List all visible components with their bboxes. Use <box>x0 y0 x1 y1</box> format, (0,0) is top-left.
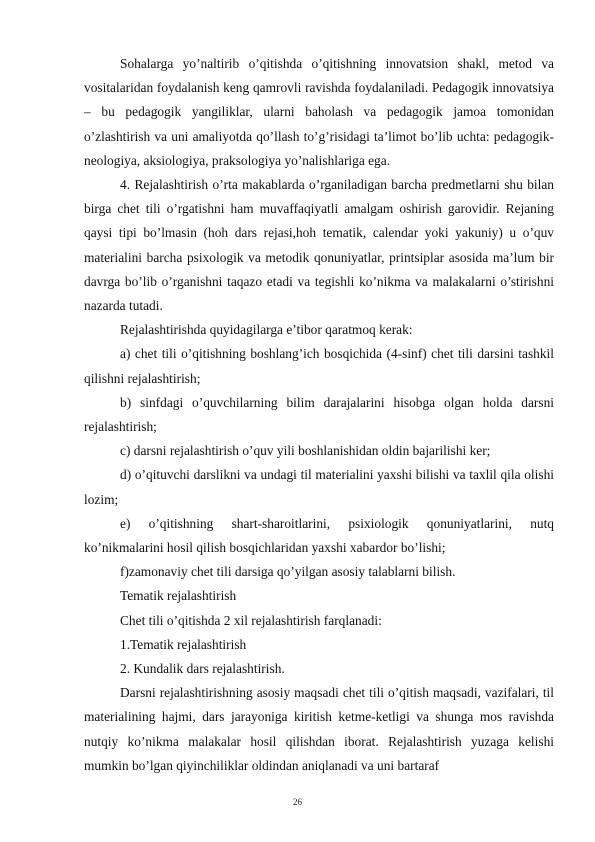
section-heading-thematic-planning: Tematik rejalashtirish <box>120 588 237 604</box>
numbered-item-2: 2. Kundalik dars rejalashtirish. <box>120 661 285 677</box>
list-item-a: a) chet tili o’qitishning boshlang’ich bosqichida (4-sinf) chet tili darsini tashkil qilishni rejalashtirish; <box>84 346 554 386</box>
paragraph-pedagogical-innovation: Sohalarga yo’naltirib o’qitishda o’qitishning innovatsion shakl, metod va vositalaridan foydalanish keng qamrovli ravishda foydalaniladi. Pedagogik innovatsiya – bu pedagogik yangiliklar, ularni baholash va pedagogik jamoa tomonidan o’zlashtirish va uni amaliyotda qo’llash to’g’risidagi ta’limot bo’lib uchta: pedagogik-neologiya, aksiologiya, praksologiya yo’nalishlariga ega. <box>84 56 554 168</box>
list-item-e: e) o’qitishning shart-sharoitlarini, psixiologik qonuniyatlarini, nutq ko’nikmalarini hosil qilish bosqichlaridan yaxshi xabardor bo’lishi; <box>84 515 554 556</box>
page-number: 26 <box>293 797 302 807</box>
list-item-c: c) darsni rejalashtirish o’quv yili boshlanishidan oldin bajarilishi ker; <box>120 443 491 459</box>
paragraph-two-types: Chet tili o’qitishda 2 xil rejalashtirish farqlanadi: <box>120 612 382 628</box>
document-body <box>84 52 554 778</box>
paragraph-planning-attention: Rejalashtirishda quyidagilarga e’tibor qaratmoq kerak: <box>120 322 413 338</box>
paragraph-planning-importance: 4. Rejalashtirish o’rta makablarda o’rganiladigan barcha predmetlarni shu bilan birga chet tili o’rgatishni ham muvaffaqiyatli amalgam oshirish garovidir. Rejaning qaysi tipi bo’lmasin (hoh dars rejasi,hoh tematik, calendar yoki yakuniy) u o’quv materialini barcha psixologik va metodik qonuniyatlar, printsiplar asosida ma’lum bir davrga bo’lib o’rganishni taqazo etadi va tegishli ko’nikma va malakalarni o’stirishni nazarda tutadi. <box>84 177 554 314</box>
numbered-item-1: 1.Tematik rejalashtirish <box>120 636 247 652</box>
list-item-f: f)zamonaviy chet tili darsiga qo’yilgan asosiy talablarni bilish. <box>120 564 456 580</box>
list-item-b: b) sinfdagi o’quvchilarning bilim darajalarini hisobga olgan holda darsni rejalashtirish; <box>84 394 554 435</box>
paragraph-planning-purpose: Darsni rejalashtirishning asosiy maqsadi chet tili o’qitish maqsadi, vazifalari, til materialining hajmi, dars jarayoniga kiritish ketme-ketligi va shunga mos ravishda nutqiy ko’nikma malakalar hosil qilishdan iborat. Rejalashtirish yuzaga kelishi mumkin bo’lgan qiyinchiliklar oldindan aniqlanadi va uni bartaraf <box>84 685 554 773</box>
list-item-d: d) o’qituvchi darslikni va undagi til materialini yaxshi bilishi va taxlil qila olishi lozim; <box>84 467 554 507</box>
